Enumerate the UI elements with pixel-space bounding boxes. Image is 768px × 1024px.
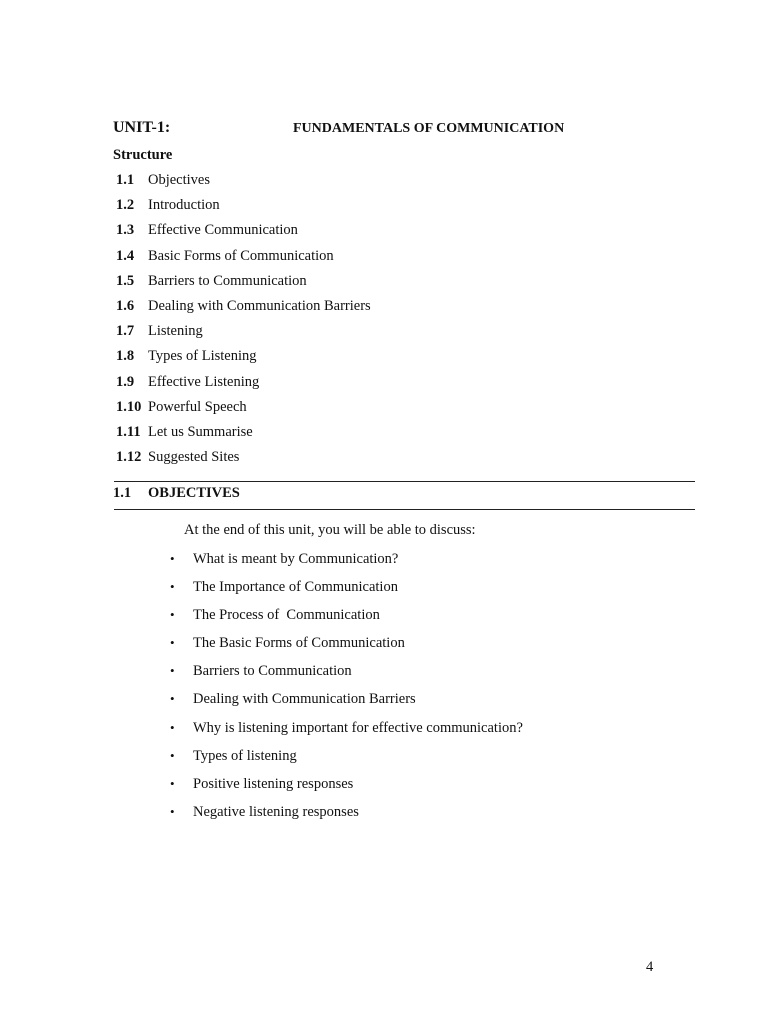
structure-item [116, 296, 371, 321]
structure-item [116, 170, 371, 195]
bullet-icon: • [170, 607, 175, 623]
bullet-icon: • [170, 691, 175, 707]
structure-item-label: Effective Listening [148, 373, 260, 390]
section-title: OBJECTIVES [148, 485, 240, 501]
structure-item-number: 1.3 [116, 222, 135, 239]
bullet-icon: • [170, 719, 175, 735]
objective-item [170, 633, 523, 661]
structure-item-number: 1.11 [116, 423, 141, 440]
structure-item [116, 346, 371, 371]
objective-text: Types of listening [193, 747, 297, 764]
objective-item [170, 577, 523, 605]
objectives-intro: At the end of this unit, you will be able to discuss: [184, 522, 476, 538]
structure-item-label: Types of Listening [148, 348, 257, 365]
structure-item-label: Basic Forms of Communication [148, 247, 334, 264]
objective-text: Dealing with Communication Barriers [193, 691, 416, 708]
structure-list [116, 170, 371, 472]
bullet-icon: • [170, 663, 175, 679]
structure-item-number: 1.7 [116, 323, 135, 340]
structure-item-label: Effective Communication [148, 222, 298, 239]
structure-item-number: 1.4 [116, 247, 135, 264]
bullet-icon: • [170, 775, 175, 791]
structure-item-number: 1.1 [116, 172, 135, 188]
objective-item [170, 802, 523, 830]
structure-item-label: Dealing with Communication Barriers [148, 297, 371, 314]
objective-text: The Process of Communication [193, 607, 380, 624]
structure-item [116, 397, 371, 422]
structure-item-label: Listening [148, 323, 203, 340]
page-number: 4 [646, 959, 654, 975]
objective-text: The Basic Forms of Communication [193, 635, 405, 652]
structure-item [116, 271, 371, 296]
bullet-icon: • [170, 579, 175, 595]
objective-item [170, 689, 523, 717]
structure-item [116, 195, 371, 220]
structure-heading: Structure [113, 147, 173, 163]
structure-item [116, 220, 371, 245]
structure-item-number: 1.5 [116, 272, 135, 289]
unit-label: UNIT-1: [113, 119, 171, 136]
structure-item-number: 1.10 [116, 398, 142, 415]
objective-item [170, 605, 523, 633]
objective-text: Negative listening responses [193, 803, 359, 820]
unit-title: FUNDAMENTALS OF COMMUNICATION [293, 121, 565, 136]
structure-item-number: 1.8 [116, 348, 135, 365]
structure-item-label: Introduction [148, 197, 220, 214]
objective-text: Positive listening responses [193, 775, 354, 792]
structure-item-label: Suggested Sites [148, 449, 240, 466]
structure-item-number: 1.12 [116, 449, 142, 466]
structure-item [116, 372, 371, 397]
section-heading [113, 485, 240, 502]
objectives-list [170, 549, 523, 830]
objective-item [170, 549, 523, 577]
structure-item-label: Barriers to Communication [148, 272, 307, 289]
structure-item-label: Objectives [148, 172, 211, 188]
section-number: 1.1 [113, 485, 132, 501]
objective-item [170, 661, 523, 689]
structure-item [116, 321, 371, 346]
objective-item [170, 774, 523, 802]
bullet-icon: • [170, 803, 175, 819]
structure-item-label: Let us Summarise [148, 423, 253, 440]
structure-item [116, 447, 371, 472]
objective-item [170, 746, 523, 774]
section-divider-top [114, 481, 695, 482]
structure-item-number: 1.2 [116, 197, 135, 214]
structure-item-label: Powerful Speech [148, 398, 247, 415]
objective-text: What is meant by Communication? [193, 551, 399, 567]
section-divider-bottom [114, 509, 695, 510]
objective-text: Barriers to Communication [193, 663, 352, 680]
bullet-icon: • [170, 747, 175, 763]
objective-text: Why is listening important for effective communication? [193, 719, 523, 736]
structure-item [116, 422, 371, 447]
bullet-icon: • [170, 551, 175, 566]
objective-text: The Importance of Communication [193, 579, 398, 596]
structure-item [116, 246, 371, 271]
objective-item [170, 718, 523, 746]
structure-item-number: 1.9 [116, 373, 135, 390]
structure-item-number: 1.6 [116, 297, 135, 314]
bullet-icon: • [170, 635, 175, 651]
